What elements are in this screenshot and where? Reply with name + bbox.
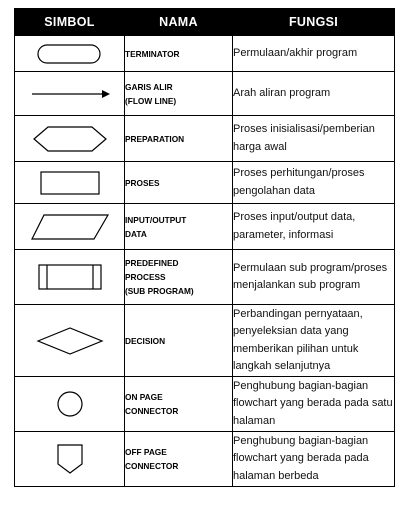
symbol-cell <box>15 250 125 305</box>
preparation-hexagon-icon <box>30 124 110 154</box>
decision-diamond-icon <box>34 325 106 357</box>
function-cell: Perbandingan pernyataan, penyeleksian data yang memberikan pilihan untuk langkah selanjutnya <box>233 305 395 377</box>
name-cell: DECISION <box>125 305 233 377</box>
name-cell: INPUT/OUTPUT DATA <box>125 204 233 250</box>
function-cell: Proses perhitungan/proses pengolahan data <box>233 162 395 204</box>
input-output-parallelogram-icon <box>28 212 112 242</box>
header-simbol: SIMBOL <box>15 9 125 36</box>
symbol-cell <box>15 72 125 116</box>
table-row <box>15 377 395 432</box>
table-row <box>15 250 395 305</box>
flowchart-symbols-table <box>14 8 395 487</box>
name-cell: PROSES <box>125 162 233 204</box>
name-cell: ON PAGE CONNECTOR <box>125 377 233 432</box>
predefined-process-icon <box>35 262 105 292</box>
symbol-cell <box>15 305 125 377</box>
function-cell: Arah aliran program <box>233 72 395 116</box>
symbol-cell <box>15 377 125 432</box>
table-row <box>15 432 395 487</box>
name-cell: TERMINATOR <box>125 36 233 72</box>
header-nama: NAMA <box>125 9 233 36</box>
function-cell: Permulaan/akhir program <box>233 36 395 72</box>
header-fungsi: FUNGSI <box>233 9 395 36</box>
process-rectangle-icon <box>37 169 103 197</box>
table-row <box>15 204 395 250</box>
symbol-cell <box>15 116 125 162</box>
table-row <box>15 36 395 72</box>
symbol-cell <box>15 204 125 250</box>
table-row <box>15 305 395 377</box>
name-cell: GARIS ALIR (FLOW LINE) <box>125 72 233 116</box>
name-cell: OFF PAGE CONNECTOR <box>125 432 233 487</box>
symbol-cell <box>15 432 125 487</box>
table-row <box>15 162 395 204</box>
terminator-icon <box>35 42 105 66</box>
table-row <box>15 116 395 162</box>
table-header-row <box>15 9 395 36</box>
function-cell: Permulaan sub program/proses menjalankan sub program <box>233 250 395 305</box>
symbol-cell <box>15 162 125 204</box>
table-row <box>15 72 395 116</box>
on-page-connector-circle-icon <box>54 388 86 420</box>
function-cell: Penghubung bagian-bagian flowchart yang berada pada satu halaman <box>233 377 395 432</box>
name-cell: PREPARATION <box>125 116 233 162</box>
function-cell: Penghubung bagian-bagian flowchart yang berada pada halaman berbeda <box>233 432 395 487</box>
name-cell: PREDEFINED PROCESS (SUB PROGRAM) <box>125 250 233 305</box>
function-cell: Proses inisialisasi/pemberian harga awal <box>233 116 395 162</box>
flow-line-arrow-icon <box>28 87 112 101</box>
off-page-connector-icon <box>54 442 86 476</box>
symbol-cell <box>15 36 125 72</box>
function-cell: Proses input/output data, parameter, informasi <box>233 204 395 250</box>
